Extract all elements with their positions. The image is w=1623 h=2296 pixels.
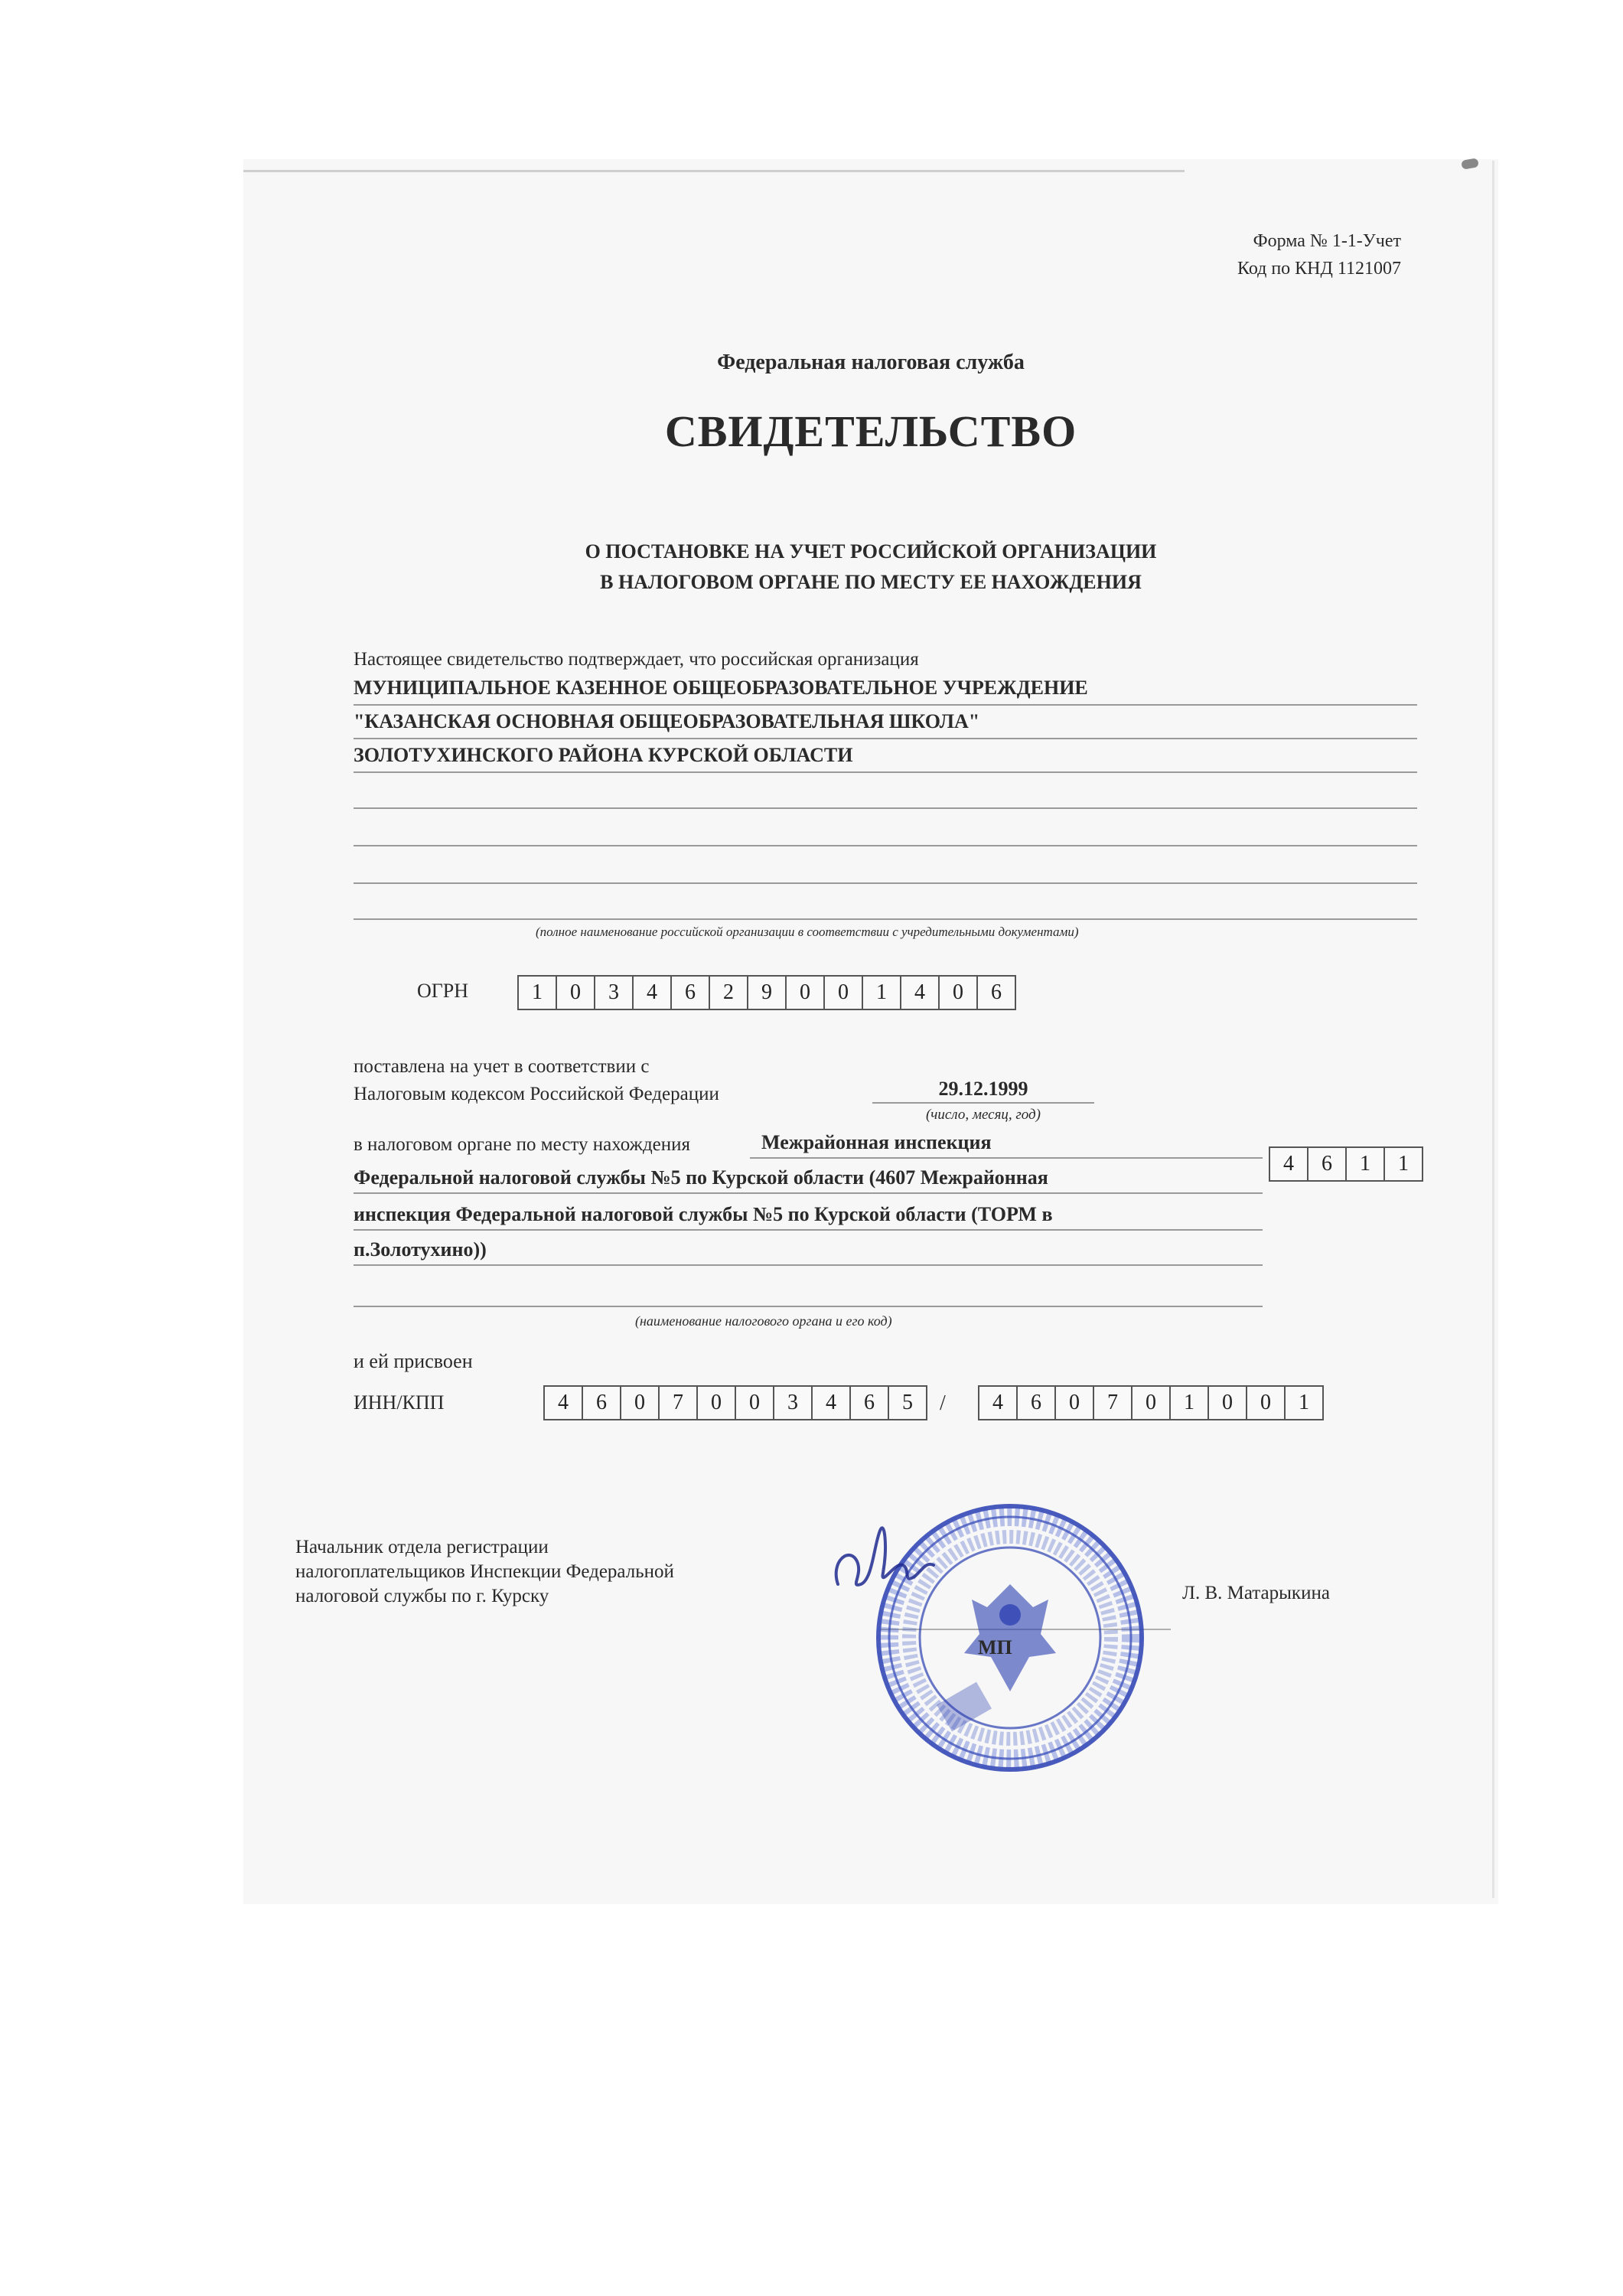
organization-name-caption: (полное наименование российской организации в соответствии с учредительными документами) [536, 925, 1079, 939]
tax-authority-code-cells [1269, 1146, 1422, 1182]
tax-authority-caption: (наименование налогового органа и его код) [635, 1313, 892, 1329]
ogrn-digit: 0 [823, 975, 863, 1010]
ogrn-digit: 4 [900, 975, 940, 1010]
signatory-position-line-3: налоговой службы по г. Курску [295, 1586, 549, 1606]
ogrn-digit: 0 [938, 975, 978, 1010]
authority-underline-5 [354, 1306, 1263, 1307]
authority-underline-4 [354, 1264, 1263, 1266]
kpp-digit: 0 [1054, 1385, 1094, 1420]
ogrn-digit: 9 [747, 975, 787, 1010]
handwritten-signature [826, 1500, 949, 1615]
kpp-digit: 1 [1284, 1385, 1324, 1420]
authority-underline-2 [354, 1192, 1263, 1194]
authority-code-digit: 6 [1307, 1146, 1347, 1182]
kpp-digit: 4 [978, 1385, 1018, 1420]
organization-intro: Настоящее свидетельство подтверждает, что российская организация [354, 649, 919, 670]
mp-mark: МП [978, 1636, 1012, 1658]
date-caption: (число, месяц, год) [925, 1107, 1041, 1123]
name-underline-7 [354, 918, 1417, 920]
kpp-digit: 0 [1131, 1385, 1171, 1420]
name-underline-2 [354, 738, 1417, 739]
ogrn-digit: 6 [976, 975, 1016, 1010]
kpp-digit: 1 [1169, 1385, 1209, 1420]
inn-digit: 4 [811, 1385, 851, 1420]
name-underline-6 [354, 882, 1417, 884]
organization-name-line-3: ЗОЛОТУХИНСКОГО РАЙОНА КУРСКОЙ ОБЛАСТИ [354, 744, 853, 766]
agency-name: Федеральная налоговая служба [717, 351, 1025, 374]
organization-name-line-2: "КАЗАНСКАЯ ОСНОВНАЯ ОБЩЕОБРАЗОВАТЕЛЬНАЯ ШКОЛА" [354, 710, 980, 732]
authority-underline-1 [750, 1157, 1263, 1159]
name-underline-1 [354, 704, 1417, 706]
subtitle-line-2: В НАЛОГОВОМ ОРГАНЕ ПО МЕСТУ ЕЕ НАХОЖДЕНИЯ [600, 571, 1142, 593]
inn-digit: 6 [582, 1385, 621, 1420]
form-number: Форма № 1-1-Учет [1253, 231, 1401, 251]
kpp-digit: 0 [1207, 1385, 1247, 1420]
name-underline-3 [354, 771, 1417, 773]
tax-authority-line-3: инспекция Федеральной налоговой службы №5 по Курской области (ТОРМ в [354, 1203, 1053, 1225]
inn-kpp-separator: / [940, 1391, 946, 1415]
kpp-digit: 6 [1016, 1385, 1056, 1420]
inn-digit: 0 [696, 1385, 736, 1420]
registration-date: 29.12.1999 [938, 1078, 1028, 1100]
kpp-digit: 0 [1246, 1385, 1286, 1420]
ogrn-cells [517, 975, 1015, 1010]
name-underline-5 [354, 845, 1417, 846]
registration-line-2: Налоговым кодексом Российской Федерации [354, 1084, 719, 1104]
organization-name-line-1: МУНИЦИПАЛЬНОЕ КАЗЕННОЕ ОБЩЕОБРАЗОВАТЕЛЬНОЕ УЧРЕЖДЕНИЕ [354, 677, 1088, 699]
ogrn-digit: 3 [594, 975, 634, 1010]
authority-code-digit: 1 [1345, 1146, 1385, 1182]
kpp-digit: 7 [1093, 1385, 1133, 1420]
inn-kpp-label: ИНН/КПП [354, 1391, 445, 1414]
ogrn-digit: 1 [862, 975, 901, 1010]
document-title: СВИДЕТЕЛЬСТВО [664, 406, 1077, 456]
inn-digit: 7 [658, 1385, 698, 1420]
ogrn-digit: 0 [556, 975, 595, 1010]
inn-digit: 0 [735, 1385, 774, 1420]
inn-cells [543, 1385, 926, 1420]
ogrn-digit: 1 [517, 975, 557, 1010]
tax-authority-line-4: п.Золотухино)) [354, 1238, 487, 1261]
signatory-position-line-2: налогоплательщиков Инспекции Федеральной [295, 1561, 674, 1582]
inn-digit: 3 [773, 1385, 813, 1420]
tax-authority-line-1: Межрайонная инспекция [761, 1131, 992, 1153]
ogrn-digit: 0 [785, 975, 825, 1010]
ogrn-label: ОГРН [417, 980, 469, 1002]
inn-digit: 0 [620, 1385, 660, 1420]
assigned-intro: и ей присвоен [354, 1350, 473, 1372]
ogrn-digit: 6 [670, 975, 710, 1010]
inn-digit: 5 [888, 1385, 927, 1420]
signatory-name: Л. В. Матарыкина [1182, 1583, 1330, 1603]
inn-digit: 6 [849, 1385, 889, 1420]
ogrn-digit: 4 [632, 975, 672, 1010]
date-underline [872, 1102, 1094, 1104]
kpp-cells [978, 1385, 1322, 1420]
tax-authority-intro: в налоговом органе по месту нахождения [354, 1134, 691, 1155]
ogrn-digit: 2 [709, 975, 748, 1010]
tax-authority-line-2: Федеральной налоговой службы №5 по Курской области (4607 Межрайонная [354, 1166, 1048, 1189]
signatory-position-line-1: Начальник отдела регистрации [295, 1537, 549, 1557]
authority-code-digit: 1 [1383, 1146, 1423, 1182]
form-knd: Код по КНД 1121007 [1237, 259, 1401, 279]
authority-code-digit: 4 [1269, 1146, 1309, 1182]
subtitle-line-1: О ПОСТАНОВКЕ НА УЧЕТ РОССИЙСКОЙ ОРГАНИЗАЦИИ [585, 540, 1157, 563]
name-underline-4 [354, 807, 1417, 809]
authority-underline-3 [354, 1229, 1263, 1231]
inn-digit: 4 [543, 1385, 583, 1420]
scan-edge-top [243, 170, 1185, 172]
registration-line-1: поставлена на учет в соответствии с [354, 1056, 650, 1077]
